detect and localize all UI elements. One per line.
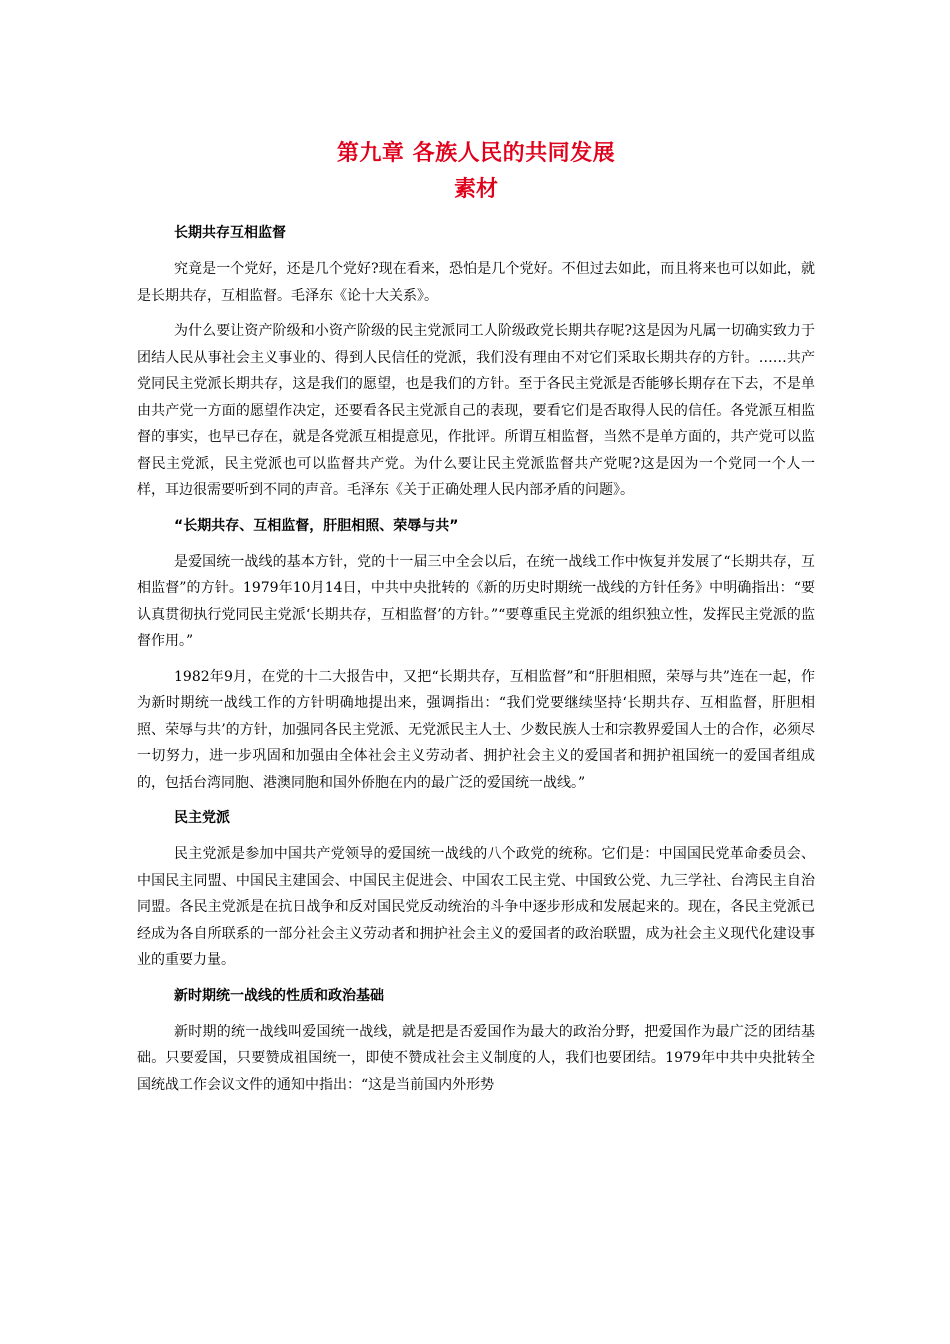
section-united-front [137, 983, 815, 1099]
paragraph: 是爱国统一战线的基本方针，党的十一届三中全会以后，在统一战线工作中恢复并发展了“长期共存，互相监督”的方针。1979年10月14日，中共中央批转的《新的历史时期统一战线的方针任务》中明确指出：“要认真贯彻执行党同民主党派‘长期共存，互相监督’的方针。”“要尊重民主党派的组织独立性，发挥民主党派的监督作用。” [137, 553, 815, 649]
section-coexistence [137, 220, 815, 504]
paragraph: 究竟是一个党好，还是几个党好?现在看来，恐怕是几个党好。不但过去如此，而且将来也可以如此，就是长期共存，互相监督。毛泽东《论十大关系》。 [137, 261, 815, 304]
section-policy [137, 513, 815, 797]
paragraph: 民主党派是参加中国共产党领导的爱国统一战线的八个政党的统称。它们是：中国国民党革命委员会、中国民主同盟、中国民主建国会、中国民主促进会、中国农工民主党、中国致公党、九三学社、台湾民主自治同盟。各民主党派是在抗日战争和反对国民党反动统治的斗争中逐步形成和发展起来的。现在，各民主党派已经成为各自所联系的一部分社会主义劳动者和拥护社会主义的爱国者的政治联盟，成为社会主义现代化建设事业的重要力量。 [137, 846, 815, 968]
document-page [137, 138, 815, 1107]
section-heading: “长期共存、互相监督，肝胆相照、荣辱与共” [174, 517, 459, 534]
section-heading: 民主党派 [174, 810, 230, 826]
page-title: 第九章 各族人民的共同发展 [336, 141, 616, 166]
paragraph: 新时期的统一战线叫爱国统一战线，就是把是否爱国作为最大的政治分野，把爱国作为最广泛的团结基础。只要爱国，只要赞成祖国统一，即使不赞成社会主义制度的人，我们也要团结。1979年中共中央批转全国统战工作会议文件的通知中指出：“这是当前国内外形势 [137, 1023, 815, 1093]
paragraph: 1982年9月，在党的十二大报告中，又把“长期共存，互相监督”和“肝胆相照，荣辱与共”连在一起，作为新时期统一战线工作的方针明确地提出来，强调指出：“我们党要继续坚持‘长期共存、互相监督，肝胆相照、荣辱与共’的方针，加强同各民主党派、无党派民主人士、少数民族人士和宗教界爱国人士的合作，必须尽一切努力，进一步巩固和加强由全体社会主义劳动者、拥护社会主义的爱国者和拥护祖国统一的爱国者组成的，包括台湾同胞、港澳同胞和国外侨胞在内的最广泛的爱国统一战线。” [137, 668, 815, 791]
paragraph: 为什么要让资产阶级和小资产阶级的民主党派同工人阶级政党长期共存呢?这是因为凡属一切确实致力于团结人民从事社会主义事业的、得到人民信任的党派，我们没有理由不对它们采取长期共存的方针。……共产党同民主党派长期共存，这是我们的愿望，也是我们的方针。至于各民主党派是否能够长期存在下去，不是单由共产党一方面的愿望作决定，还要看各民主党派自己的表现，要看它们是否取得人民的信任。各党派互相监督的事实，也早已存在，就是各党派互相提意见，作批评。所谓互相监督，当然不是单方面的，共产党可以监督民主党派，民主党派也可以监督共产党。为什么要让民主党派监督共产党呢?这是因为一个党同一个人一样，耳边很需要听到不同的声音。毛泽东《关于正确处理人民内部矛盾的问题》。 [137, 323, 815, 498]
section-heading: 新时期统一战线的性质和政治基础 [174, 987, 384, 1004]
section-heading: 长期共存互相监督 [174, 225, 286, 241]
page-subtitle: 素材 [453, 177, 498, 202]
section-democratic-parties [137, 805, 815, 974]
